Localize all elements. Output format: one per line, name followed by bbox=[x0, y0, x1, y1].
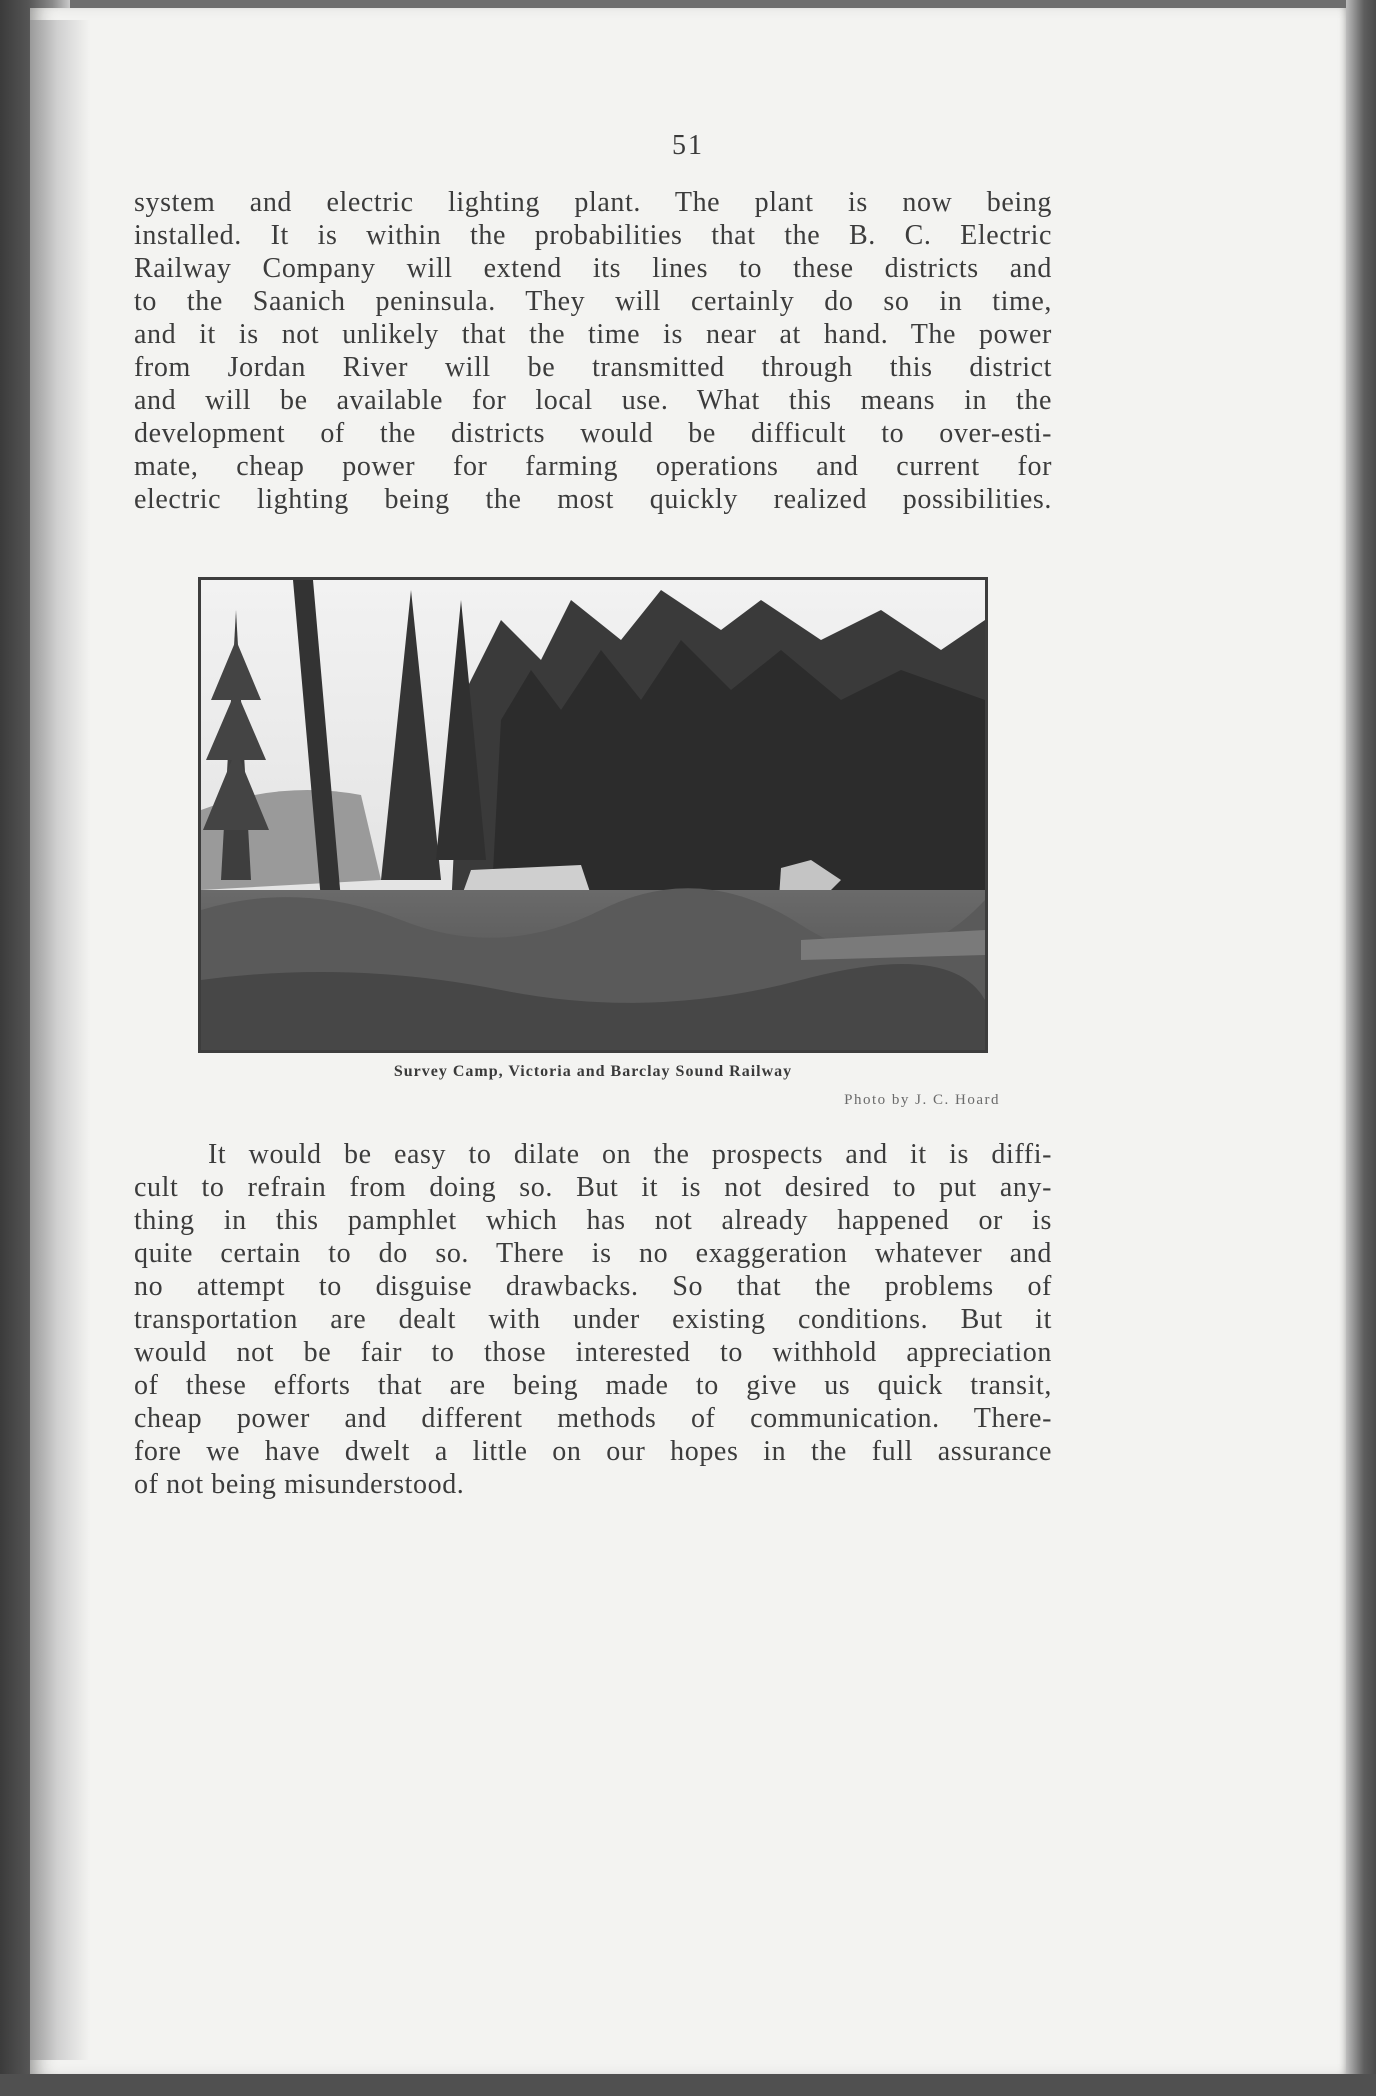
text-line: electric lighting being the most quickly realized possibilities. bbox=[134, 484, 1052, 515]
text-line: system and electric lighting plant. The plant is now being bbox=[134, 187, 1052, 218]
text-line: installed. It is within the probabilities that the B. C. Electric bbox=[134, 220, 1052, 251]
text-line: fore we have dwelt a little on our hopes in the full assurance bbox=[134, 1436, 1052, 1467]
text-line: quite certain to do so. There is no exaggeration whatever and bbox=[134, 1238, 1052, 1269]
paragraph-2 bbox=[134, 1138, 1052, 1501]
text-line: of not being misunderstood. bbox=[134, 1469, 465, 1500]
text-line: transportation are dealt with under existing conditions. But it bbox=[134, 1304, 1052, 1335]
text-line: would not be fair to those interested to withhold appreciation bbox=[134, 1337, 1052, 1368]
text-line: development of the districts would be difficult to over-esti- bbox=[134, 418, 1052, 449]
photo-caption: Survey Camp, Victoria and Barclay Sound Railway bbox=[393, 1063, 793, 1080]
text-line: to the Saanich peninsula. They will certainly do so in time, bbox=[134, 286, 1052, 317]
text-line: Railway Company will extend its lines to these districts and bbox=[134, 253, 1052, 284]
text-line: of these efforts that are being made to give us quick transit, bbox=[134, 1370, 1052, 1401]
text-line: cheap power and different methods of communication. There- bbox=[134, 1403, 1052, 1434]
survey-camp-photo bbox=[198, 577, 988, 1053]
text-line: It would be easy to dilate on the prospects and it is diffi- bbox=[208, 1139, 1052, 1170]
text-line: from Jordan River will be transmitted through this district bbox=[134, 352, 1052, 383]
page-bottom-edge bbox=[0, 2074, 1376, 2096]
page-gutter-shadow bbox=[30, 20, 90, 2060]
page-right-edge bbox=[1346, 0, 1376, 2096]
text-line: no attempt to disguise drawbacks. So that the problems of bbox=[134, 1271, 1052, 1302]
text-line: and will be available for local use. What this means in the bbox=[134, 385, 1052, 416]
forest-camp-illustration bbox=[201, 580, 985, 1050]
text-line: mate, cheap power for farming operations and current for bbox=[134, 451, 1052, 482]
paragraph-1 bbox=[134, 186, 1052, 516]
text-line: cult to refrain from doing so. But it is not desired to put any- bbox=[134, 1172, 1052, 1203]
text-line: and it is not unlikely that the time is near at hand. The power bbox=[134, 319, 1052, 350]
text-line: thing in this pamphlet which has not already happened or is bbox=[134, 1205, 1052, 1236]
page-number: 51 bbox=[672, 130, 704, 161]
photo-credit: Photo by J. C. Hoard bbox=[844, 1092, 1000, 1108]
